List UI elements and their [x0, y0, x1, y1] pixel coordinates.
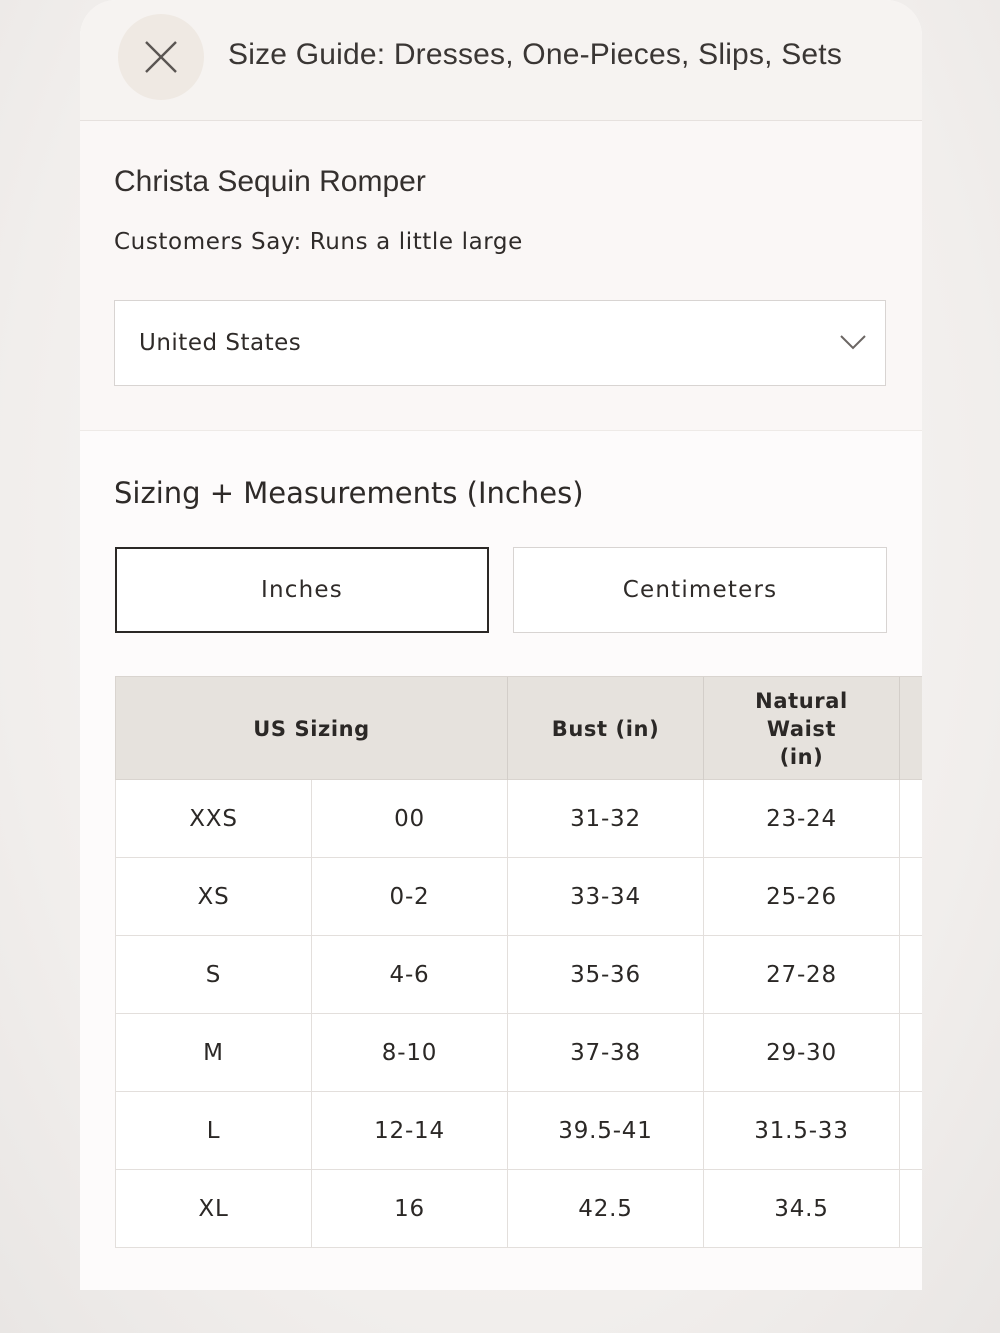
cell-size: S	[116, 936, 312, 1013]
table-row	[115, 858, 922, 936]
cell-bust: 31-32	[508, 780, 704, 857]
header-bust: Bust (in)	[508, 677, 704, 781]
centimeters-button[interactable]	[513, 547, 887, 633]
cell-us-size: 00	[312, 780, 508, 857]
measurements-title: Sizing + Measurements (Inches)	[114, 476, 584, 510]
chevron-down-icon	[839, 333, 867, 351]
size-table	[115, 676, 922, 1248]
product-name: Christa Sequin Romper	[114, 165, 426, 198]
cell-bust: 33-34	[508, 858, 704, 935]
product-info	[80, 121, 922, 431]
cell-bust: 42.5	[508, 1170, 704, 1247]
header-us-sizing: US Sizing	[116, 677, 508, 781]
cell-bust: 37-38	[508, 1014, 704, 1091]
cell-us-size: 12-14	[312, 1092, 508, 1169]
table-header	[115, 676, 922, 780]
table-row	[115, 1014, 922, 1092]
cell-bust: 35-36	[508, 936, 704, 1013]
modal-header	[80, 0, 922, 121]
cell-us-size: 0-2	[312, 858, 508, 935]
close-icon	[143, 39, 179, 75]
cell-size: L	[116, 1092, 312, 1169]
inches-button[interactable]	[115, 547, 489, 633]
cell-waist: 27-28	[704, 936, 900, 1013]
cell-bust: 39.5-41	[508, 1092, 704, 1169]
country-select[interactable]	[114, 300, 886, 386]
table-row	[115, 1170, 922, 1248]
table-row	[115, 936, 922, 1014]
cell-us-size: 4-6	[312, 936, 508, 1013]
table-row	[115, 1092, 922, 1170]
cell-waist: 34.5	[704, 1170, 900, 1247]
cell-size: M	[116, 1014, 312, 1091]
cell-waist: 25-26	[704, 858, 900, 935]
cell-waist: 31.5-33	[704, 1092, 900, 1169]
cell-size: XL	[116, 1170, 312, 1247]
cell-waist: 29-30	[704, 1014, 900, 1091]
header-natural-waist: Natural Waist (in)	[704, 677, 900, 781]
cell-size: XS	[116, 858, 312, 935]
country-select-value: United States	[139, 330, 302, 356]
centimeters-button-label: Centimeters	[622, 577, 778, 603]
modal-title: Size Guide: Dresses, One-Pieces, Slips, Sets	[228, 38, 843, 71]
cell-size: XXS	[116, 780, 312, 857]
cell-us-size: 8-10	[312, 1014, 508, 1091]
table-row	[115, 780, 922, 858]
fit-note: Customers Say: Runs a little large	[114, 229, 523, 255]
close-button[interactable]	[118, 14, 204, 100]
inches-button-label: Inches	[261, 577, 343, 603]
cell-us-size: 16	[312, 1170, 508, 1247]
cell-waist: 23-24	[704, 780, 900, 857]
